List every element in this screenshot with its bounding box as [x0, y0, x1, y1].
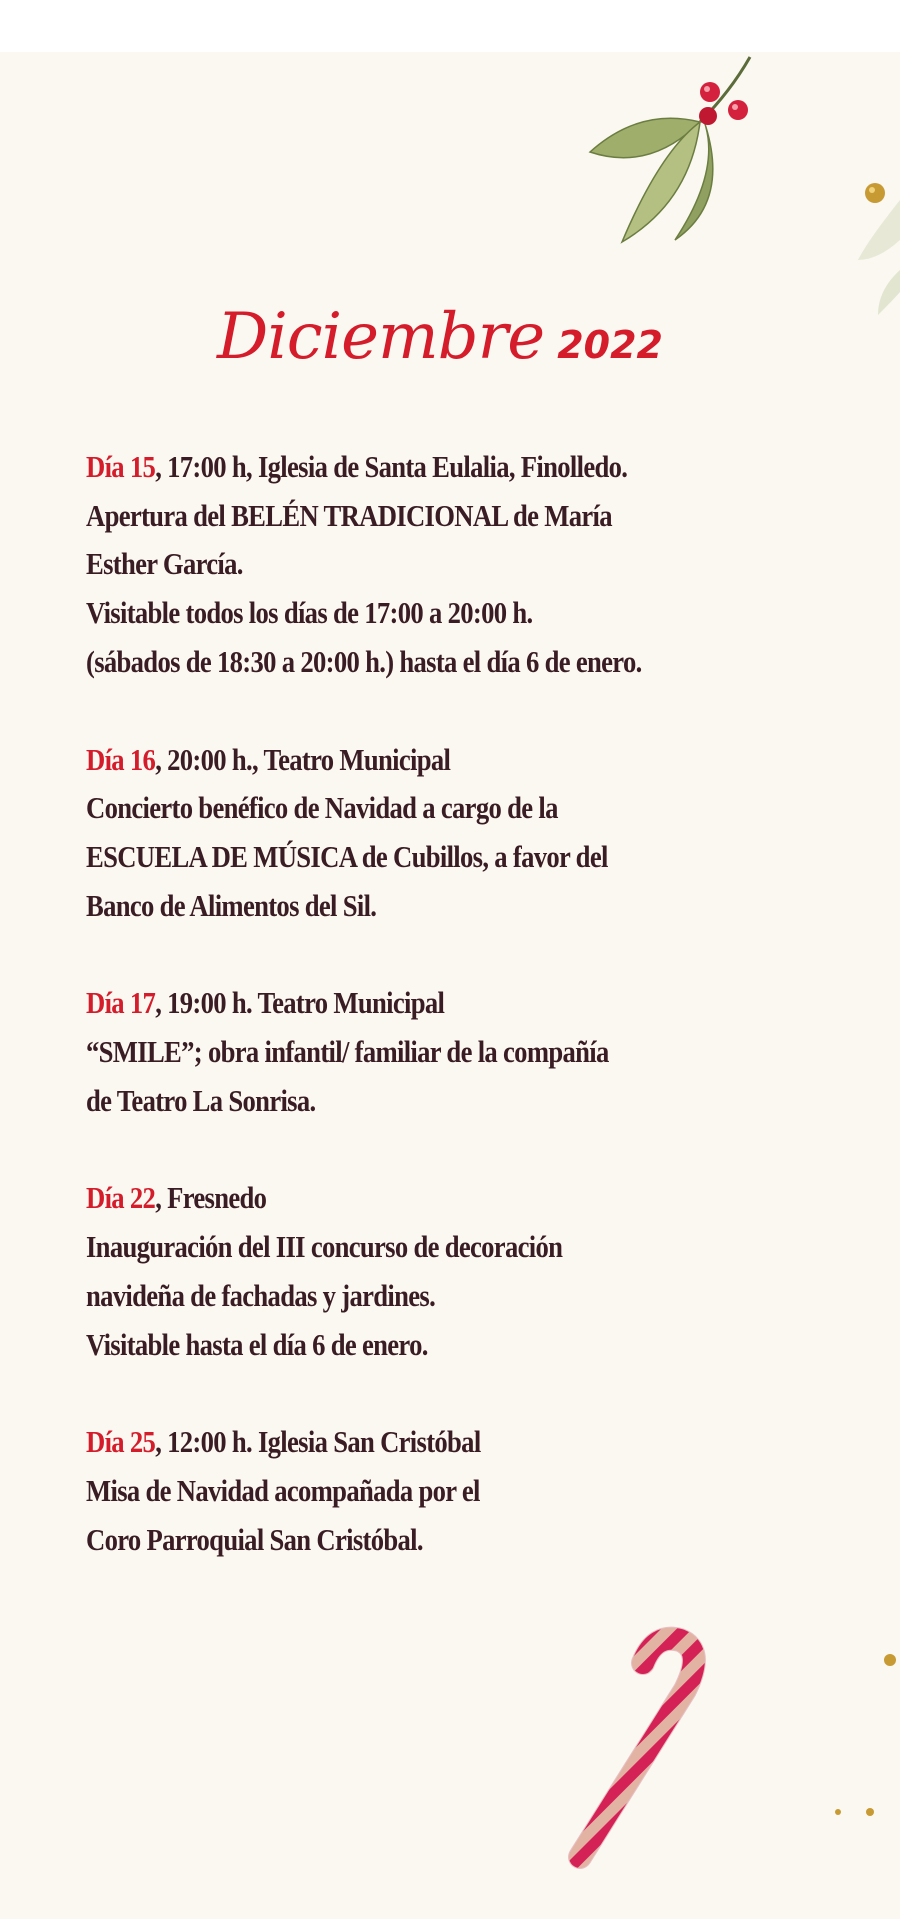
- event-dia-15: [86, 443, 886, 687]
- event-heading: [86, 736, 774, 785]
- event-dia-25: [86, 1418, 886, 1564]
- page-title: [0, 300, 880, 374]
- event-line: “SMILE”; obra infantil/ familiar de la compañía: [86, 1034, 609, 1070]
- event-heading: [86, 979, 774, 1028]
- event-dia-16: [86, 736, 886, 931]
- event-line: (sábados de 18:30 a 20:00 h.) hasta el día 6 de enero.: [86, 643, 642, 679]
- event-line: Coro Parroquial San Cristóbal.: [86, 1521, 423, 1557]
- event-line: Visitable todos los días de 17:00 a 20:00 h.: [86, 595, 533, 631]
- event-line: ESCUELA DE MÚSICA de Cubillos, a favor del: [86, 838, 608, 874]
- event-list: [86, 443, 886, 1613]
- event-line: Apertura del BELÉN TRADICIONAL de María: [86, 497, 612, 533]
- gold-sparkle-icon: [880, 1650, 900, 1670]
- event-heading-rest: , 20:00 h., Teatro Municipal: [155, 741, 451, 777]
- event-heading-rest: , 17:00 h, Iglesia de Santa Eulalia, Finolledo.: [155, 449, 628, 484]
- event-heading: [86, 1418, 774, 1467]
- event-heading: [86, 443, 774, 492]
- event-line: navideña de fachadas y jardines.: [86, 1277, 436, 1313]
- event-line: Esther García.: [86, 546, 243, 582]
- event-line: Misa de Navidad acompañada por el: [86, 1472, 480, 1508]
- top-band: [0, 0, 900, 52]
- event-dia-17: [86, 979, 886, 1125]
- gold-sparkle-icon: [860, 178, 890, 208]
- event-day: Día 16: [86, 741, 156, 777]
- event-line: Concierto benéfico de Navidad a cargo de la: [86, 790, 558, 826]
- event-heading-rest: , Fresnedo: [155, 1180, 267, 1216]
- event-day: Día 25: [86, 1424, 156, 1460]
- event-line: Visitable hasta el día 6 de enero.: [86, 1326, 428, 1362]
- gold-sparkle-icon: [830, 1805, 880, 1819]
- event-line: Banco de Alimentos del Sil.: [86, 887, 377, 923]
- candy-cane-icon: [555, 1595, 755, 1875]
- event-dia-22: [86, 1174, 886, 1369]
- event-heading-rest: , 12:00 h. Iglesia San Cristóbal: [155, 1424, 481, 1460]
- event-heading: [86, 1174, 774, 1223]
- title-year: 2022: [557, 323, 663, 367]
- event-line: Inauguración del III concurso de decoración: [86, 1229, 563, 1265]
- event-heading-rest: , 19:00 h. Teatro Municipal: [155, 985, 445, 1021]
- title-month: Diciembre: [217, 300, 545, 374]
- holly-leaves-berries-icon: [580, 52, 780, 252]
- event-line: de Teatro La Sonrisa.: [86, 1082, 316, 1118]
- event-day: Día 22: [86, 1180, 156, 1216]
- event-day: Día 15: [86, 449, 156, 484]
- event-day: Día 17: [86, 985, 156, 1021]
